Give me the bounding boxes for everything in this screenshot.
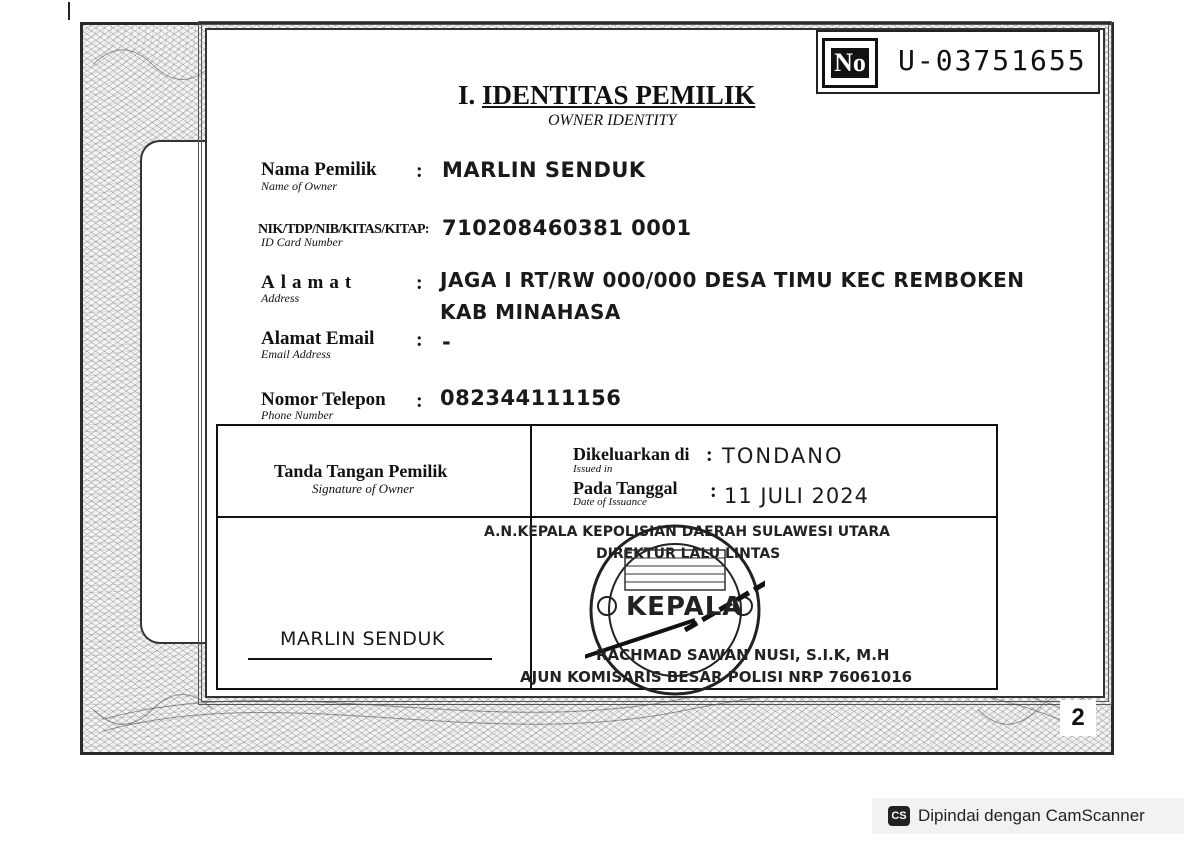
issued-in-sublabel: Issued in [573,463,613,475]
owner-name-value: MARLIN SENDUK [442,158,646,182]
issued-in-value: TONDANO [722,444,844,468]
owner-signature-name: MARLIN SENDUK [280,628,445,650]
email-label: Alamat Email [261,328,375,349]
issued-in-label: Dikeluarkan di [573,444,690,464]
issue-date-colon: : [710,480,717,502]
address-value-line2: KAB MINAHASA [440,300,621,324]
camscanner-icon: CS [888,806,910,826]
document-number-box [816,30,1100,94]
officer-rank: AJUN KOMISARIS BESAR POLISI NRP 76061016 [520,668,913,686]
phone-colon: : [416,390,423,412]
scan-edge-mark [68,2,70,20]
number-label: No [822,38,878,88]
section-number: I. [458,80,476,110]
panel-side-tab-left [140,140,212,644]
section-subtitle: OWNER IDENTITY [548,112,677,129]
issue-date-value: 11 JULI 2024 [724,484,869,508]
email-sublabel: Email Address [261,347,331,361]
officer-name: RACHMAD SAWAN NUSI, S.I.K, M.H [596,646,890,664]
authority-line-2: DIREKTUR LALU LINTAS [596,546,781,562]
document-number: U-03751655 [898,44,1087,77]
authority-line-1: A.N.KEPALA KEPOLISIAN DAERAH SULAWESI UTARA [484,524,890,540]
address-value-line1: JAGA I RT/RW 000/000 DESA TIMU KEC REMBOKEN [440,268,1025,292]
id-number-value: 710208460381 0001 [442,216,692,240]
table-divider-horizontal [218,516,996,518]
owner-name-colon: : [416,160,423,182]
issue-date-sublabel: Date of Issuance [573,496,647,508]
owner-signature-sublabel: Signature of Owner [312,481,415,496]
owner-signature-line [248,658,492,660]
camscanner-text: Dipindai dengan CamScanner [918,806,1145,825]
id-number-sublabel: ID Card Number [261,235,343,249]
page-number: 2 [1060,700,1096,736]
issued-in-colon: : [706,444,713,466]
phone-value: 082344111156 [440,386,622,410]
owner-signature-label: Tanda Tangan Pemilik [274,461,448,481]
stamp-text: KEPALA [626,592,744,622]
address-label: Alamat [261,272,358,293]
address-colon: : [416,272,423,294]
section-title-text: IDENTITAS PEMILIK [482,80,756,110]
section-title [458,80,755,111]
table-divider-vertical [530,426,532,688]
owner-name-label: Nama Pemilik [261,159,377,180]
phone-label: Nomor Telepon [261,389,386,410]
camscanner-badge [872,798,1184,834]
phone-sublabel: Phone Number [261,408,334,422]
email-value: - [442,330,452,354]
owner-name-sublabel: Name of Owner [261,179,337,193]
address-sublabel: Address [261,291,300,305]
id-number-label: NIK/TDP/NIB/KITAS/KITAP: [258,222,429,237]
email-colon: : [416,329,423,351]
issue-date-label: Pada Tanggal [573,478,678,498]
